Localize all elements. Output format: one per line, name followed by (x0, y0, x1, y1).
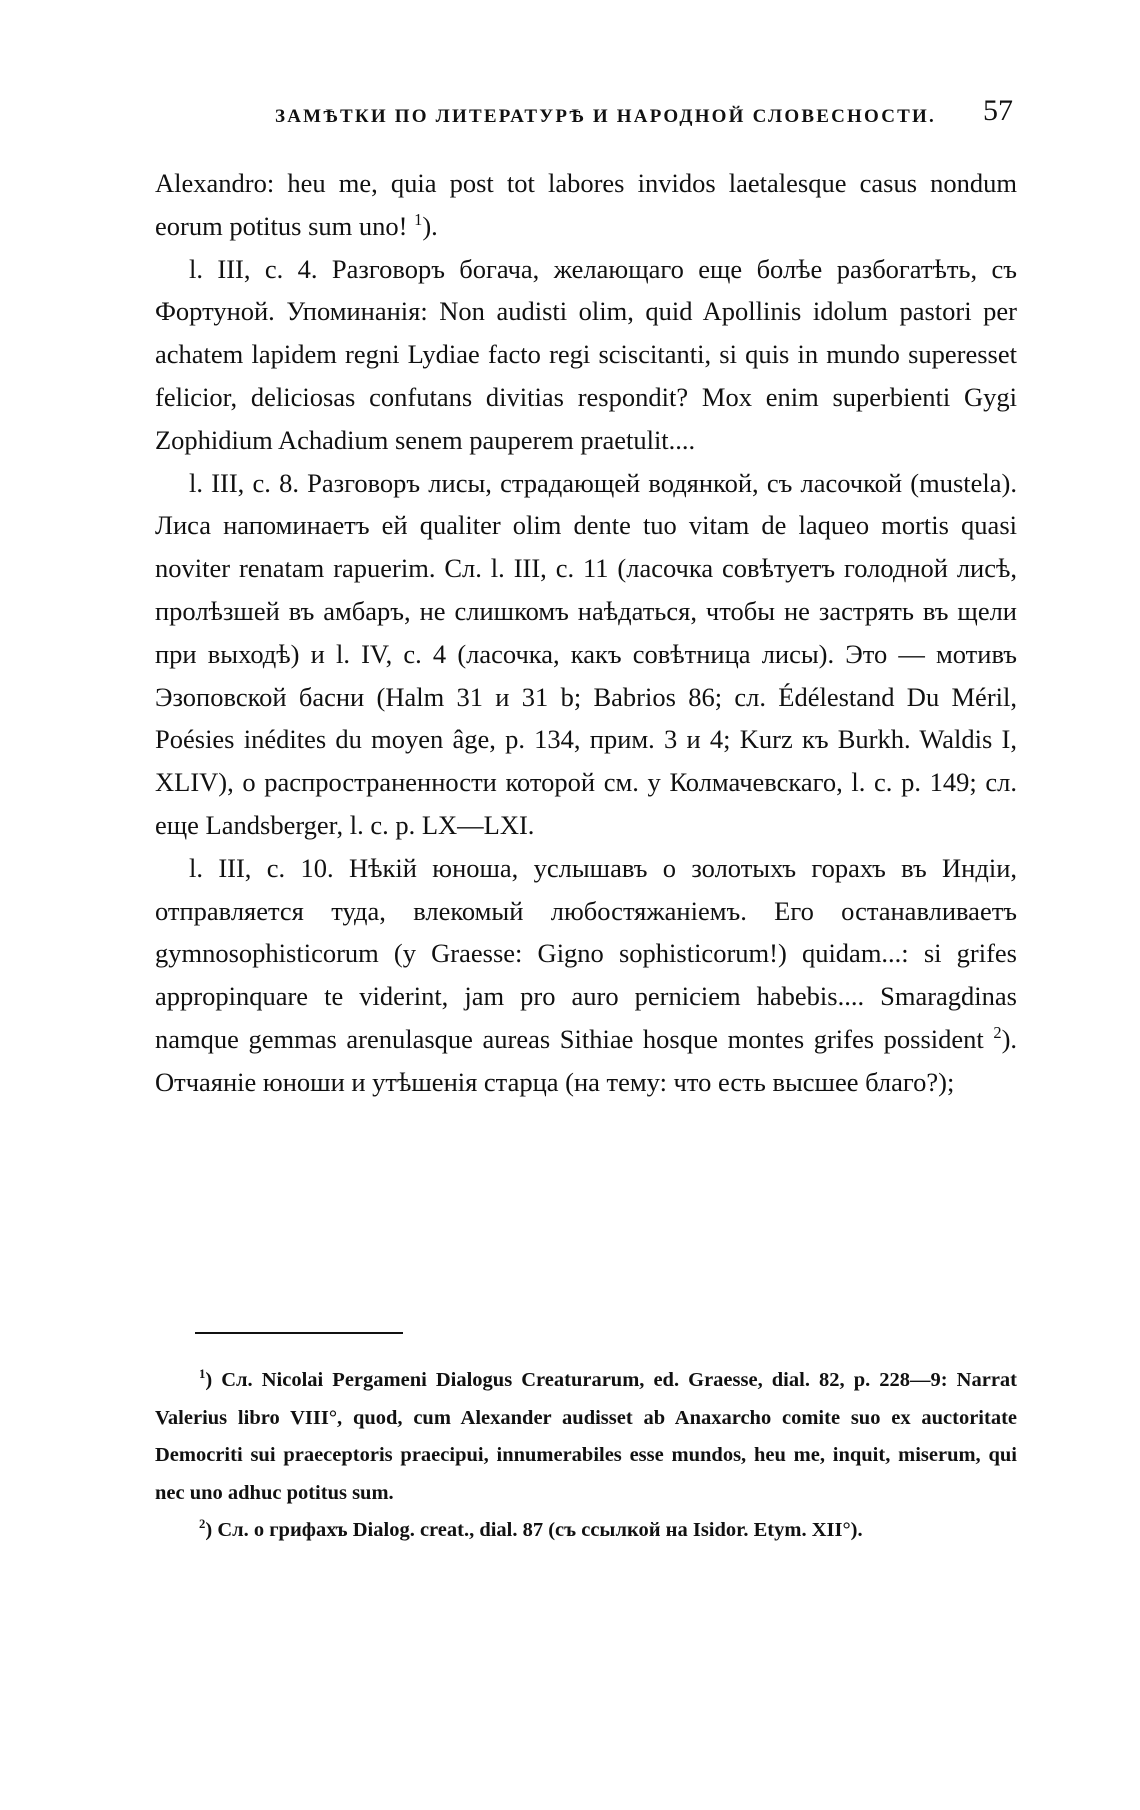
paragraph: l. III, c. 8. Разговоръ лисы, страдающей водянкой, съ ласочкой (mustela). Лиса напоминаетъ ей qualiter olim dente tuo vitam de laqueo mortis quasi noviter renatam rapuerim. Сл. l. III, c. 11 (ласочка совѣтуетъ голодной лисѣ, пролѣзшей въ амбаръ, не слишкомъ наѣдаться, чтобы не застрять въ щели при выходѣ) и l. IV, c. 4 (ласочка, какъ совѣтница лисы). Это — мотивъ Эзоповской басни (Halm 31 и 31 b; Babrios 86; сл. Édélestand Du Méril, Poésies inédites du moyen âge, p. 134, прим. 3 и 4; Kurz къ Burkh. Waldis I, XLIV), о распространенности которой см. у Колмачевскаго, l. c. p. 149; сл. еще Landsberger, l. c. p. LX—LXI. (155, 467, 1017, 840)
footnotes (155, 1362, 1017, 1550)
paragraph-text: l. III, c. 10. Нѣкій юноша, услышавъ о золотыхъ горахъ въ Индіи, отправляется туда, влекомый любостяжаніемъ. Его останавливаетъ gymnosophisticorum (у Graesse: Gigno sophisticorum!) quidam...: si grifes appropinquare te viderint, jam pro auro perniciem habebis.... Smaragdinas namque gemmas arenulasque aureas Sithiae hosque montes grifes possident (155, 852, 1017, 1054)
footnote-ref: 2 (993, 1023, 1002, 1043)
paragraph-text: Alexandro: heu me, quia post tot labores invidos laetalesque casus nondum eorum potitus sum uno! (155, 168, 1017, 241)
footnote-text: Сл. Nicolai Pergameni Dialogus Creaturarum, ed. Graesse, dial. 82, p. 228—9: Narrat Valerius libro VIII°, quod, cum Alexander audisset ab Anaxarcho comite suo ex auctoritate Democriti sui praeceptoris praecipui, innumerabiles esse mundos, heu me, inquit, miserum, qui nec uno adhuc potitus sum. (155, 1369, 1017, 1504)
paragraph: l. III, c. 4. Разговоръ богача, желающаго еще болѣе разбогатѣть, съ Фортуной. Упоминанія: Non audisti olim, quid Apollinis idolum pastori per achatem lapidem regni Lydiae facto regi sciscitanti, si quis in mundo superesset felicior, deliciosas confutans divitias respondit? Mox enim superbienti Gygi Zophidium Achadium senem pauperem praetulit.... (155, 253, 1017, 455)
body-text (155, 162, 1017, 1104)
paragraph (155, 847, 1017, 1104)
paragraph-text-after-ref: ). Отчаяніе юноши и утѣшенія старца (на тему: что есть высшее благо?); (155, 1023, 1018, 1097)
footnote: $^1$) Сл. Nicolai Pergameni Dialogus Creaturarum, ed. Graesse, dial. 82, p. 228—9: Narrat Valerius libro VIII°, quod, cum Alexander audisset ab Anaxarcho comite suo ex auctoritate Democriti sui praeceptoris praecipui, innumerabiles esse mundos, heu me, inquit, miserum, qui nec uno adhuc potitus sum. (155, 1367, 1017, 1504)
footnote-separator (195, 1332, 403, 1334)
footnote-marker: 2 (199, 1517, 206, 1532)
paragraph-text-after-ref: ). (422, 210, 438, 241)
running-head: ЗАМѢТКИ ПО ЛИТЕРАТУРѢ И НАРОДНОЙ СЛОВЕСНОСТИ. (275, 106, 936, 127)
footnote: $^2$) Сл. о грифахъ Dialog. creat., dial. 87 (съ ссылкой на Isidor. Etym. XII°). (199, 1517, 863, 1541)
page-header (155, 92, 1017, 138)
footnote-text: Сл. о грифахъ Dialog. creat., dial. 87 (съ ссылкой на Isidor. Etym. XII°). (217, 1519, 863, 1541)
footnote-ref: 1 (414, 209, 423, 229)
paragraph-continuation (155, 162, 1017, 248)
page-number: 57 (983, 94, 1013, 127)
footnote-marker: 1 (199, 1367, 206, 1382)
